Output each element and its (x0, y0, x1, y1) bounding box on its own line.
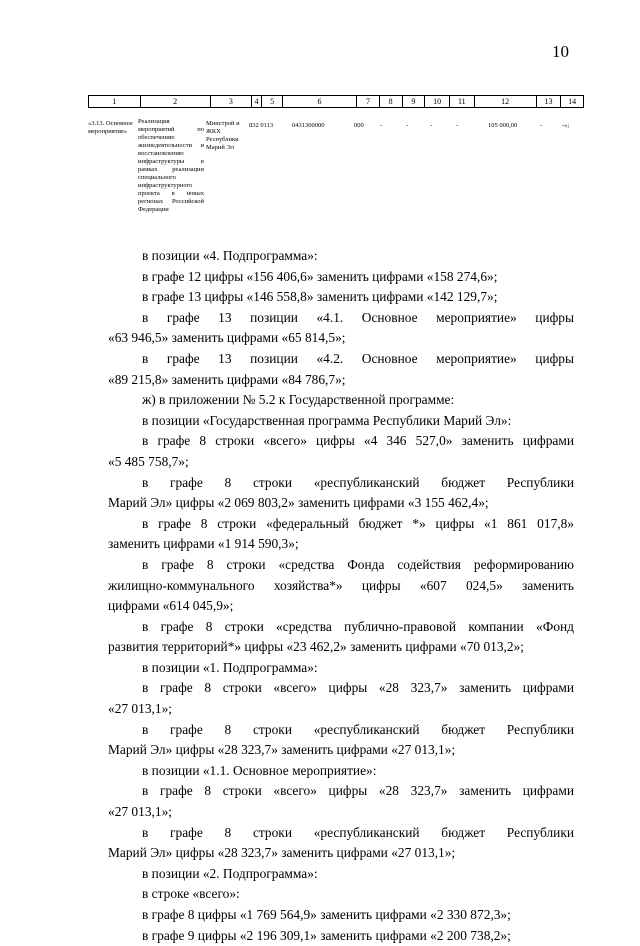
text-line: в позиции «1. Подпрограмма»: (142, 659, 318, 675)
text-line: в позиции «1.1. Основное мероприятие»: (142, 762, 377, 778)
text-line: в графе 8 строки «средства Фонда содействия реформированию (142, 556, 574, 572)
text-line: в графе 8 строки «федеральный бюджет *» цифры «1 861 017,8» (142, 515, 574, 531)
text-line: в графе 8 строки «республиканский бюджет Республики (142, 824, 574, 840)
text-line: в строке «всего»: (142, 886, 240, 902)
col-number: 9 (402, 96, 425, 108)
text-line: в позиции «2. Подпрограмма»: (142, 865, 318, 881)
text-line: в графе 9 цифры «2 196 309,1» заменить цифрами «2 200 738,2»; (142, 927, 511, 943)
row-value-11: - (456, 122, 459, 129)
col-number: 13 (536, 96, 561, 108)
col-number: 7 (357, 96, 380, 108)
col-number: 10 (425, 96, 450, 108)
text-line: в графе 8 строки «средства публично-правовой компании «Фонд (142, 618, 574, 634)
row-value-10: - (430, 122, 433, 129)
text-line: жилищно-коммунального хозяйства*» цифры «607 024,5» заменить (108, 577, 574, 593)
row-value-8: - (380, 122, 383, 129)
text-line: в позиции «4. Подпрограмма»: (142, 248, 318, 263)
row-target-code: 0431300000 (292, 122, 325, 129)
col-number: 8 (379, 96, 402, 108)
col-number: 4 (251, 96, 261, 108)
text-line: в графе 8 строки «всего» цифры «28 323,7» заменить цифрами (142, 680, 574, 696)
text-line: Марий Эл» цифры «28 323,7» заменить цифрами «27 013,1»; (108, 742, 456, 758)
row-expense-type: 000 (354, 122, 364, 129)
col-number: 3 (210, 96, 251, 108)
col-number: 2 (140, 96, 210, 108)
text-line: в позиции «Государственная программа Республики Марий Эл»: (142, 412, 512, 428)
col-number: 1 (89, 96, 141, 108)
col-number: 12 (474, 96, 536, 108)
row-value-13: - (540, 122, 543, 129)
document-body (108, 246, 574, 946)
text-line: в графе 8 строки «всего» цифры «28 323,7» заменить цифрами (142, 783, 574, 799)
page-number: 10 (552, 42, 569, 61)
text-line: Марий Эл» цифры «28 323,7» заменить цифрами «27 013,1»; (108, 845, 456, 861)
text-line: развития территорий*» цифры «23 462,2» заменить цифрами «70 013,2»; (108, 639, 524, 655)
col-number: 14 (561, 96, 584, 108)
text-line: «63 946,5» заменить цифрами «65 814,5»; (108, 330, 346, 346)
header-table (88, 95, 584, 108)
text-line: заменить цифрами «1 914 590,3»; (108, 536, 299, 552)
text-line: в графе 8 строки «республиканский бюджет Республики (142, 721, 574, 737)
row-description: Реализация мероприятий по обеспечению жизнедеятельности и восстановлению инфраструктуры в рамках реализации специального инфраструктурного проекта в новых регионах Российской Федерации (138, 118, 204, 213)
text-line: в графе 8 цифры «1 769 564,9» заменить цифрами «2 330 872,3»; (142, 907, 511, 922)
text-line: в графе 8 строки «республиканский бюджет Республики (142, 474, 574, 490)
row-value-9: - (406, 122, 409, 129)
row-code: 832 0113 (249, 122, 274, 129)
col-number: 6 (282, 96, 356, 108)
text-line: в графе 13 позиции «4.2. Основное мероприятие» цифры (142, 350, 574, 366)
text-line: «5 485 758,7»; (108, 453, 189, 469)
row-value-12: 105 000,00 (488, 122, 518, 129)
text-line: ж) в приложении № 5.2 к Государственной программе: (142, 392, 455, 408)
text-line: «27 013,1»; (108, 804, 172, 820)
text-line: цифрами «614 045,9»; (108, 598, 234, 614)
text-line: «89 215,8» заменить цифрами «84 786,7»; (108, 371, 346, 387)
text-line: в графе 13 цифры «146 558,8» заменить цифрами «142 129,7»; (142, 289, 498, 305)
text-line: «27 013,1»; (108, 701, 172, 717)
text-line: Марий Эл» цифры «2 069 803,2» заменить цифрами «3 155 462,4»; (108, 495, 489, 511)
row-position: «3.13. Основное мероприятие» (88, 120, 133, 135)
text-line: в графе 13 позиции «4.1. Основное мероприятие» цифры (142, 309, 574, 325)
col-number: 11 (449, 96, 474, 108)
column-number-row (89, 96, 584, 108)
text-line: в графе 12 цифры «156 406,6» заменить цифрами «158 274,6»; (142, 268, 498, 284)
row-value-14: -»; (562, 122, 570, 129)
text-line: в графе 8 строки «всего» цифры «4 346 527,0» заменить цифрами (142, 433, 574, 449)
table-row (88, 118, 588, 238)
row-executor: Минстрой и ЖКХ Республики Марий Эл (206, 120, 240, 151)
col-number: 5 (262, 96, 283, 108)
